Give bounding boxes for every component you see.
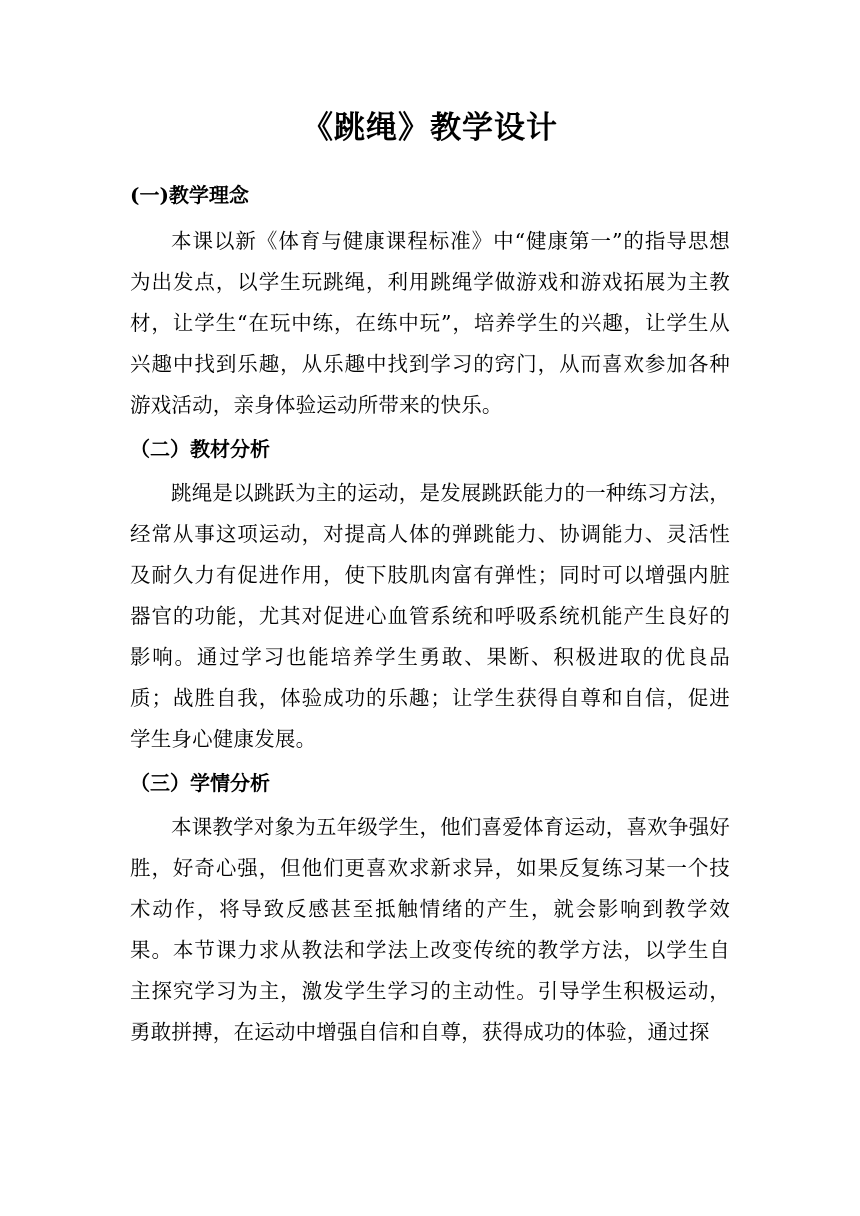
section-heading-teaching-philosophy: (一)教学理念 [130, 183, 249, 207]
section-heading-student-analysis: （三）学情分析 [130, 771, 270, 795]
section-paragraph-material-analysis: 跳绳是以跳跃为主的运动，是发展跳跃能力的一种练习方法，经常从事这项运动，对提高人体的弹跳能力、协调能力、灵活性及耐久力有促进作用，使下肢肌肉富有弹性；同时可以增强内脏器官的功能，尤其对促进心血管系统和呼吸系统机能产生良好的影响。通过学习也能培养学生勇敢、果断、积极进取的优良品质；战胜自我，体验成功的乐趣；让学生获得自尊和自信，促进学生身心健康发展。 [130, 481, 730, 751]
section-paragraph-student-analysis: 本课教学对象为五年级学生，他们喜爱体育运动，喜欢争强好胜，好奇心强，但他们更喜欢求新求异，如果反复练习某一个技术动作，将导致反感甚至抵触情绪的产生，就会影响到教学效果。本节课力求从教法和学法上改变传统的教学方法，以学生自主探究学习为主，激发学生学习的主动性。引导学生积极运动，勇敢拼搏，在运动中增强自信和自尊，获得成功的体验，通过探 [130, 815, 730, 1044]
document-body [130, 175, 730, 1053]
section-paragraph-teaching-philosophy: 本课以新《体育与健康课程标准》中“健康第一”的指导思想为出发点，以学生玩跳绳，利用跳绳学做游戏和游戏拓展为主教材，让学生“在玩中练，在练中玩”，培养学生的兴趣，让学生从兴趣中找到乐趣，从乐趣中找到学习的窍门，从而喜欢参加各种游戏活动，亲身体验运动所带来的快乐。 [130, 229, 730, 417]
section-heading-material-analysis: （二）教材分析 [130, 437, 270, 461]
document-title: 《跳绳》教学设计 [302, 110, 558, 146]
